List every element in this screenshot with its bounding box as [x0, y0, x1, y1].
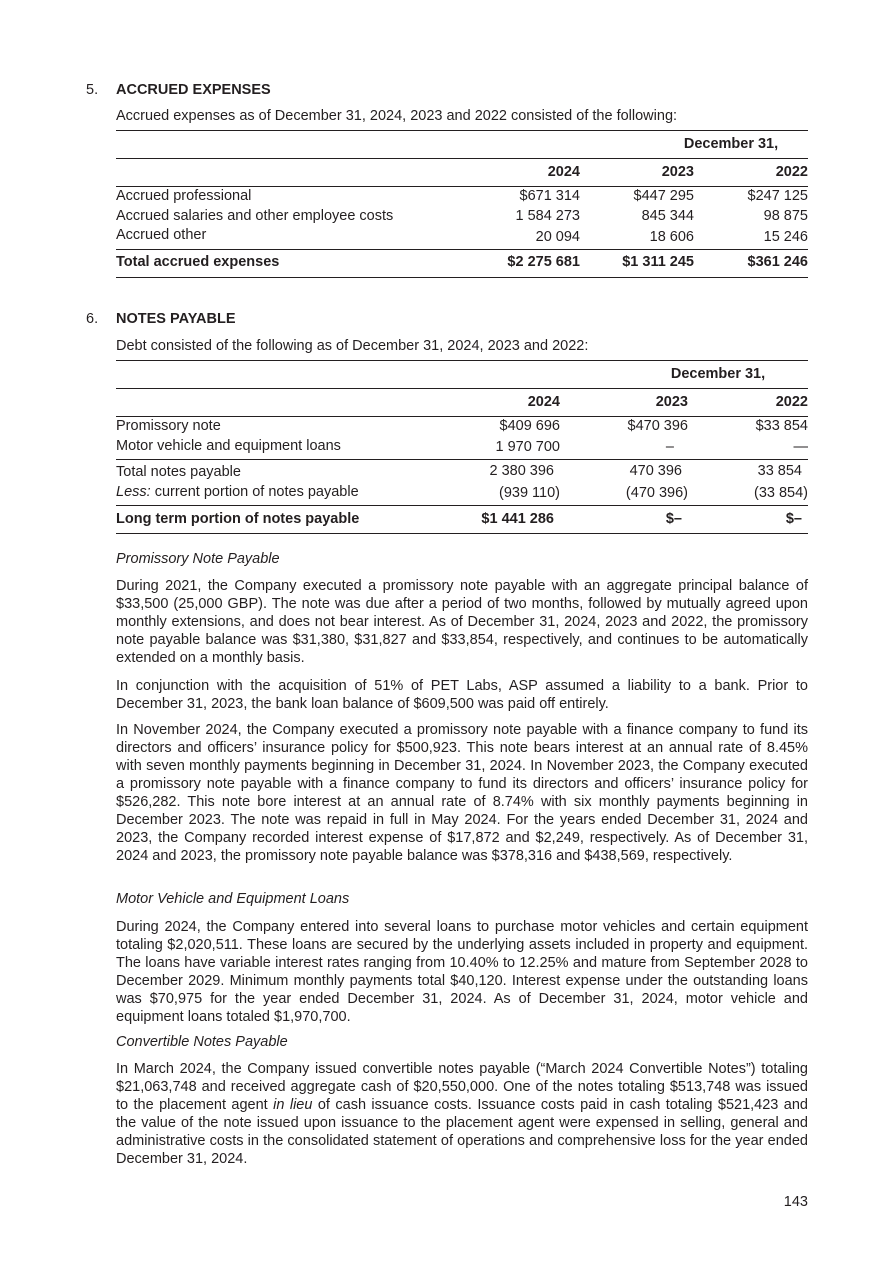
section-heading [86, 82, 271, 98]
cell: 845 344 [641, 207, 694, 224]
table-row [116, 226, 808, 249]
column-header: 2022 [775, 393, 808, 410]
cell: $447 295 [633, 188, 694, 204]
row-label: Total notes payable [116, 464, 241, 480]
row-label: Accrued professional [116, 188, 252, 204]
subsection-heading: Motor Vehicle and Equipment Loans [116, 891, 350, 907]
accrued-expenses-table [116, 130, 808, 278]
paragraph-text: of cash issuance costs. Issuance costs paid in cash totaling $521,423 and the value of the note issued upon issuance to the placement agent were expensed in selling, general and administrative costs in the consolidated statement of operations and comprehensive loss for the year ended December 31, 2024. [116, 1097, 808, 1167]
section-number: 6. [86, 311, 99, 327]
cell: (939 110) [499, 485, 560, 501]
total-row [116, 249, 808, 277]
section-title: NOTES PAYABLE [116, 311, 236, 327]
table-row [116, 460, 808, 483]
row-label: Promissory note [116, 418, 221, 434]
period-header: December 31, [683, 135, 779, 152]
paragraph: In conjunction with the acquisition of 51% of PET Labs, ASP assumed a liability to a bank. Prior to December 31, 2023, the bank loan balance of $609,500 was paid off entirely. [116, 678, 808, 712]
table-row [116, 207, 808, 227]
cell: 20 094 [535, 228, 580, 245]
cell: — [793, 439, 808, 455]
cell: $– [665, 510, 682, 527]
paragraph: During 2021, the Company executed a promissory note payable with an aggregate principal balance of $33,500 (25,000 GBP). The note was due after a period of two months, followed by mutually agreed upon monthly extensions, and does not bear interest. As of December 31, 2024, 2023 and 2022, the promissory note payable balance was $31,380, $31,827 and $33,854, respectively, and continues to be automatically extended on a monthly basis. [116, 578, 808, 666]
cell: $409 696 [499, 418, 560, 434]
total-row [116, 506, 808, 534]
less-label: Less: [116, 483, 151, 500]
section-number: 5. [86, 82, 99, 98]
cell: $2 275 681 [507, 254, 580, 271]
cell: 98 875 [763, 207, 808, 224]
column-header: 2024 [547, 163, 580, 180]
cell: $1 441 286 [481, 510, 554, 527]
cell: $– [785, 510, 802, 527]
paragraph-italic: in lieu [273, 1097, 313, 1113]
section-intro: Debt consisted of the following as of December 31, 2024, 2023 and 2022: [116, 338, 589, 354]
cell: 470 396 [629, 462, 682, 479]
row-label [116, 483, 448, 506]
cell: $361 246 [747, 254, 808, 271]
cell: $470 396 [627, 418, 688, 434]
cell: 1 584 273 [515, 207, 580, 224]
table-row [116, 437, 808, 460]
cell: (33 854) [753, 485, 808, 501]
paragraph-text: In March 2024, the Company issued convertible notes payable (“March 2024 Convertible Notes”) totaling $21,063,748 and received aggregate cash of $20,550,000. One of the notes totaling $513,748 was issued to the placement agent [116, 1061, 808, 1113]
cell: (470 396) [625, 485, 688, 501]
cell: $247 125 [747, 188, 808, 204]
paragraph: In November 2024, the Company executed a promissory note payable with a finance company to fund its directors and officers’ insurance policy for $500,923. This note bears interest at an annual rate of 8.45% with seven monthly payments beginning in December 31, 2024. In November 2023, the Company executed a promissory note payable with a finance company to fund its directors and officers’ insurance policy for $526,282. This note bore interest at an annual rate of 8.74% with six monthly payments beginning in December 2023. The note was repaid in full in May 2024. For the years ended December 31, 2024 and 2023, the Company recorded interest expense of $17,872 and $2,249, respectively. As of December 31, 2024 and 2023, the promissory note payable balance was $378,316 and $438,569, respectively. [116, 722, 808, 864]
row-label: Long term portion of notes payable [116, 510, 360, 527]
column-header: 2023 [661, 163, 694, 180]
section-heading [86, 311, 236, 327]
notes-payable-table [116, 360, 808, 534]
column-header: 2024 [527, 393, 560, 410]
paragraph: During 2024, the Company entered into several loans to purchase motor vehicles and certain equipment totaling $2,020,511. These loans are secured by the underlying assets included in property and equipment. The loans have variable interest rates ranging from 10.40% to 12.25% and mature from September 2028 to December 2029. Minimum monthly payments total $40,120. Interest expense under the outstanding loans was $70,975 for the year ended December 31, 2024. As of December 31, 2024, motor vehicle and equipment loans totaled $1,970,700. [116, 919, 808, 1025]
subsection-heading: Convertible Notes Payable [116, 1034, 288, 1050]
row-label: Accrued other [116, 227, 207, 243]
row-label: Motor vehicle and equipment loans [116, 437, 341, 454]
row-label-text: current portion of notes payable [150, 483, 359, 500]
section-title: ACCRUED EXPENSES [116, 82, 271, 98]
cell: 33 854 [757, 462, 802, 479]
table-row [116, 483, 808, 506]
table-row [116, 187, 808, 207]
section-intro: Accrued expenses as of December 31, 2024, 2023 and 2022 consisted of the following: [116, 108, 678, 124]
cell: 15 246 [763, 228, 808, 245]
table-row [116, 417, 808, 437]
paragraph [116, 1060, 808, 1168]
row-label: Accrued salaries and other employee costs [116, 207, 394, 224]
cell: 18 606 [649, 228, 694, 245]
cell: $671 314 [519, 188, 580, 204]
cell: – [665, 439, 674, 455]
cell: $33 854 [755, 418, 808, 434]
cell: $1 311 245 [622, 254, 694, 271]
cell: 2 380 396 [489, 462, 554, 479]
period-header: December 31, [670, 365, 766, 382]
page-number: 143 [783, 1194, 808, 1210]
column-header: 2022 [775, 163, 808, 180]
column-header: 2023 [655, 393, 688, 410]
row-label: Total accrued expenses [116, 254, 280, 271]
cell: 1 970 700 [495, 439, 560, 455]
subsection-heading: Promissory Note Payable [116, 551, 280, 567]
